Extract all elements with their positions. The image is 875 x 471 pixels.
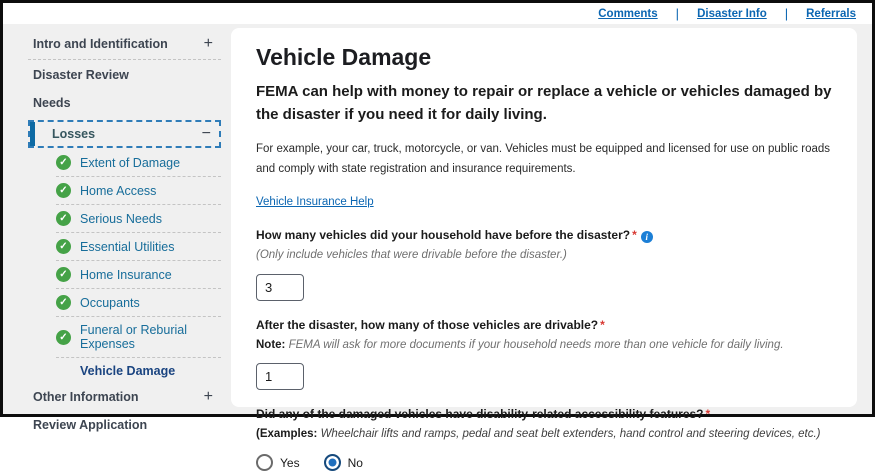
sidebar-item-label: Disaster Review — [33, 68, 129, 82]
check-icon: ✓ — [56, 239, 71, 254]
top-link-referrals[interactable]: Referrals — [806, 7, 856, 20]
link-separator: | — [675, 6, 680, 21]
sidebar-item-label: Needs — [33, 96, 71, 110]
question-note — [256, 336, 832, 354]
question-label — [256, 226, 832, 244]
info-icon[interactable]: i — [641, 231, 653, 243]
subitem-label: Essential Utilities — [80, 239, 175, 254]
question-text: How many vehicles did your household have before the disaster? — [256, 228, 631, 243]
intro-paragraph: FEMA can help with money to repair or replace a vehicle or vehicles damaged by the disaster if you need it for daily living. — [256, 83, 832, 123]
subitem-label: Serious Needs — [80, 211, 162, 226]
question-label — [256, 316, 832, 334]
question-examples — [256, 425, 832, 443]
check-icon: ✓ — [56, 211, 71, 226]
vehicle-damage-form-panel — [231, 28, 857, 470]
sidebar-subitem-serious-needs[interactable] — [28, 206, 221, 231]
examples-prefix: Examples: — [259, 428, 318, 441]
divider — [28, 59, 221, 60]
vehicle-insurance-help-link[interactable]: Vehicle Insurance Help — [256, 196, 374, 209]
subitem-label: Occupants — [80, 295, 140, 310]
examples-text: Wheelchair lifts and ramps, pedal and seat belt extenders, hand control and steering devices, etc.) — [320, 428, 821, 441]
divider — [56, 357, 221, 358]
sidebar-item-review-application[interactable] — [28, 411, 221, 439]
sidebar-subitem-occupants[interactable] — [28, 290, 221, 315]
sidebar-item-label: Other Information — [33, 390, 139, 404]
divider — [56, 232, 221, 233]
sidebar-subitem-vehicle-damage[interactable] — [28, 359, 221, 383]
top-link-comments[interactable]: Comments — [598, 7, 658, 20]
plus-icon[interactable]: + — [203, 35, 213, 52]
radio-no-circle[interactable] — [324, 454, 341, 471]
radio-yes-label: Yes — [280, 455, 300, 470]
examples-paren: ( — [256, 428, 260, 441]
check-icon: ✓ — [56, 155, 71, 170]
divider — [56, 288, 221, 289]
radio-yes-circle[interactable] — [256, 454, 273, 471]
radio-no[interactable] — [324, 454, 363, 471]
content-area — [3, 24, 872, 470]
sidebar-subitem-funeral-or-reburial-expenses[interactable] — [28, 318, 221, 356]
page-title: Vehicle Damage — [256, 44, 432, 70]
question-vehicles-drivable-after — [256, 316, 832, 390]
question-label — [256, 405, 832, 423]
check-icon: ✓ — [56, 330, 71, 345]
vehicles-drivable-input[interactable] — [256, 363, 304, 390]
sidebar-item-losses[interactable] — [28, 120, 221, 148]
sidebar-item-intro-and-identification[interactable] — [28, 30, 221, 58]
description-paragraph: For example, your car, truck, motorcycle, or van. Vehicles must be equipped and licensed for use on public roads and comply with state registration and insurance requirements. — [256, 143, 831, 176]
minus-icon[interactable]: − — [201, 125, 211, 142]
question-text: After the disaster, how many of those vehicles are drivable? — [256, 317, 599, 332]
top-nav — [3, 3, 872, 24]
sidebar-item-label: Intro and Identification — [33, 37, 168, 51]
divider — [56, 316, 221, 317]
required-asterisk: * — [705, 407, 711, 422]
note-prefix: Note: — [256, 338, 286, 351]
sidebar-subitem-extent-of-damage[interactable] — [28, 150, 221, 175]
divider — [56, 260, 221, 261]
question-vehicles-before-disaster — [256, 226, 832, 300]
accessibility-radio-group — [256, 454, 832, 471]
sidebar-nav — [3, 24, 231, 432]
divider — [56, 176, 221, 177]
radio-yes[interactable] — [256, 454, 300, 471]
subitem-label: Funeral or Reburial Expenses — [80, 323, 187, 351]
sidebar-subitem-home-insurance[interactable] — [28, 262, 221, 287]
required-asterisk: * — [600, 317, 605, 332]
subitem-label: Home Access — [80, 183, 157, 198]
sidebar-item-needs[interactable] — [28, 89, 221, 117]
active-section-bar — [30, 122, 35, 146]
check-icon: ✓ — [56, 183, 71, 198]
subitem-label: Home Insurance — [80, 267, 172, 282]
divider — [56, 204, 221, 205]
sidebar-item-disaster-review[interactable] — [28, 61, 221, 89]
check-icon: ✓ — [56, 267, 71, 282]
question-accessibility-features — [256, 405, 832, 471]
sidebar-item-label: Review Application — [33, 418, 148, 432]
sidebar-item-other-information[interactable] — [28, 383, 221, 411]
subitem-label: Vehicle Damage — [80, 364, 176, 378]
sidebar-subitem-home-access[interactable] — [28, 178, 221, 203]
check-icon: ✓ — [56, 295, 71, 310]
link-separator: | — [784, 6, 789, 21]
plus-icon[interactable]: + — [203, 388, 213, 405]
sidebar-item-label: Losses — [52, 127, 96, 141]
required-asterisk: * — [632, 228, 637, 243]
question-hint: (Only include vehicles that were drivable before the disaster.) — [256, 249, 567, 262]
top-link-disaster-info[interactable]: Disaster Info — [697, 7, 767, 20]
sidebar-subitem-essential-utilities[interactable] — [28, 234, 221, 259]
note-text: FEMA will ask for more documents if your household needs more than one vehicle for daily living. — [288, 338, 784, 351]
radio-no-label: No — [347, 455, 363, 470]
vehicles-before-input[interactable] — [256, 274, 304, 301]
question-text: Did any of the damaged vehicles have disability-related accessibility features? — [256, 407, 704, 422]
subitem-label: Extent of Damage — [80, 155, 181, 170]
